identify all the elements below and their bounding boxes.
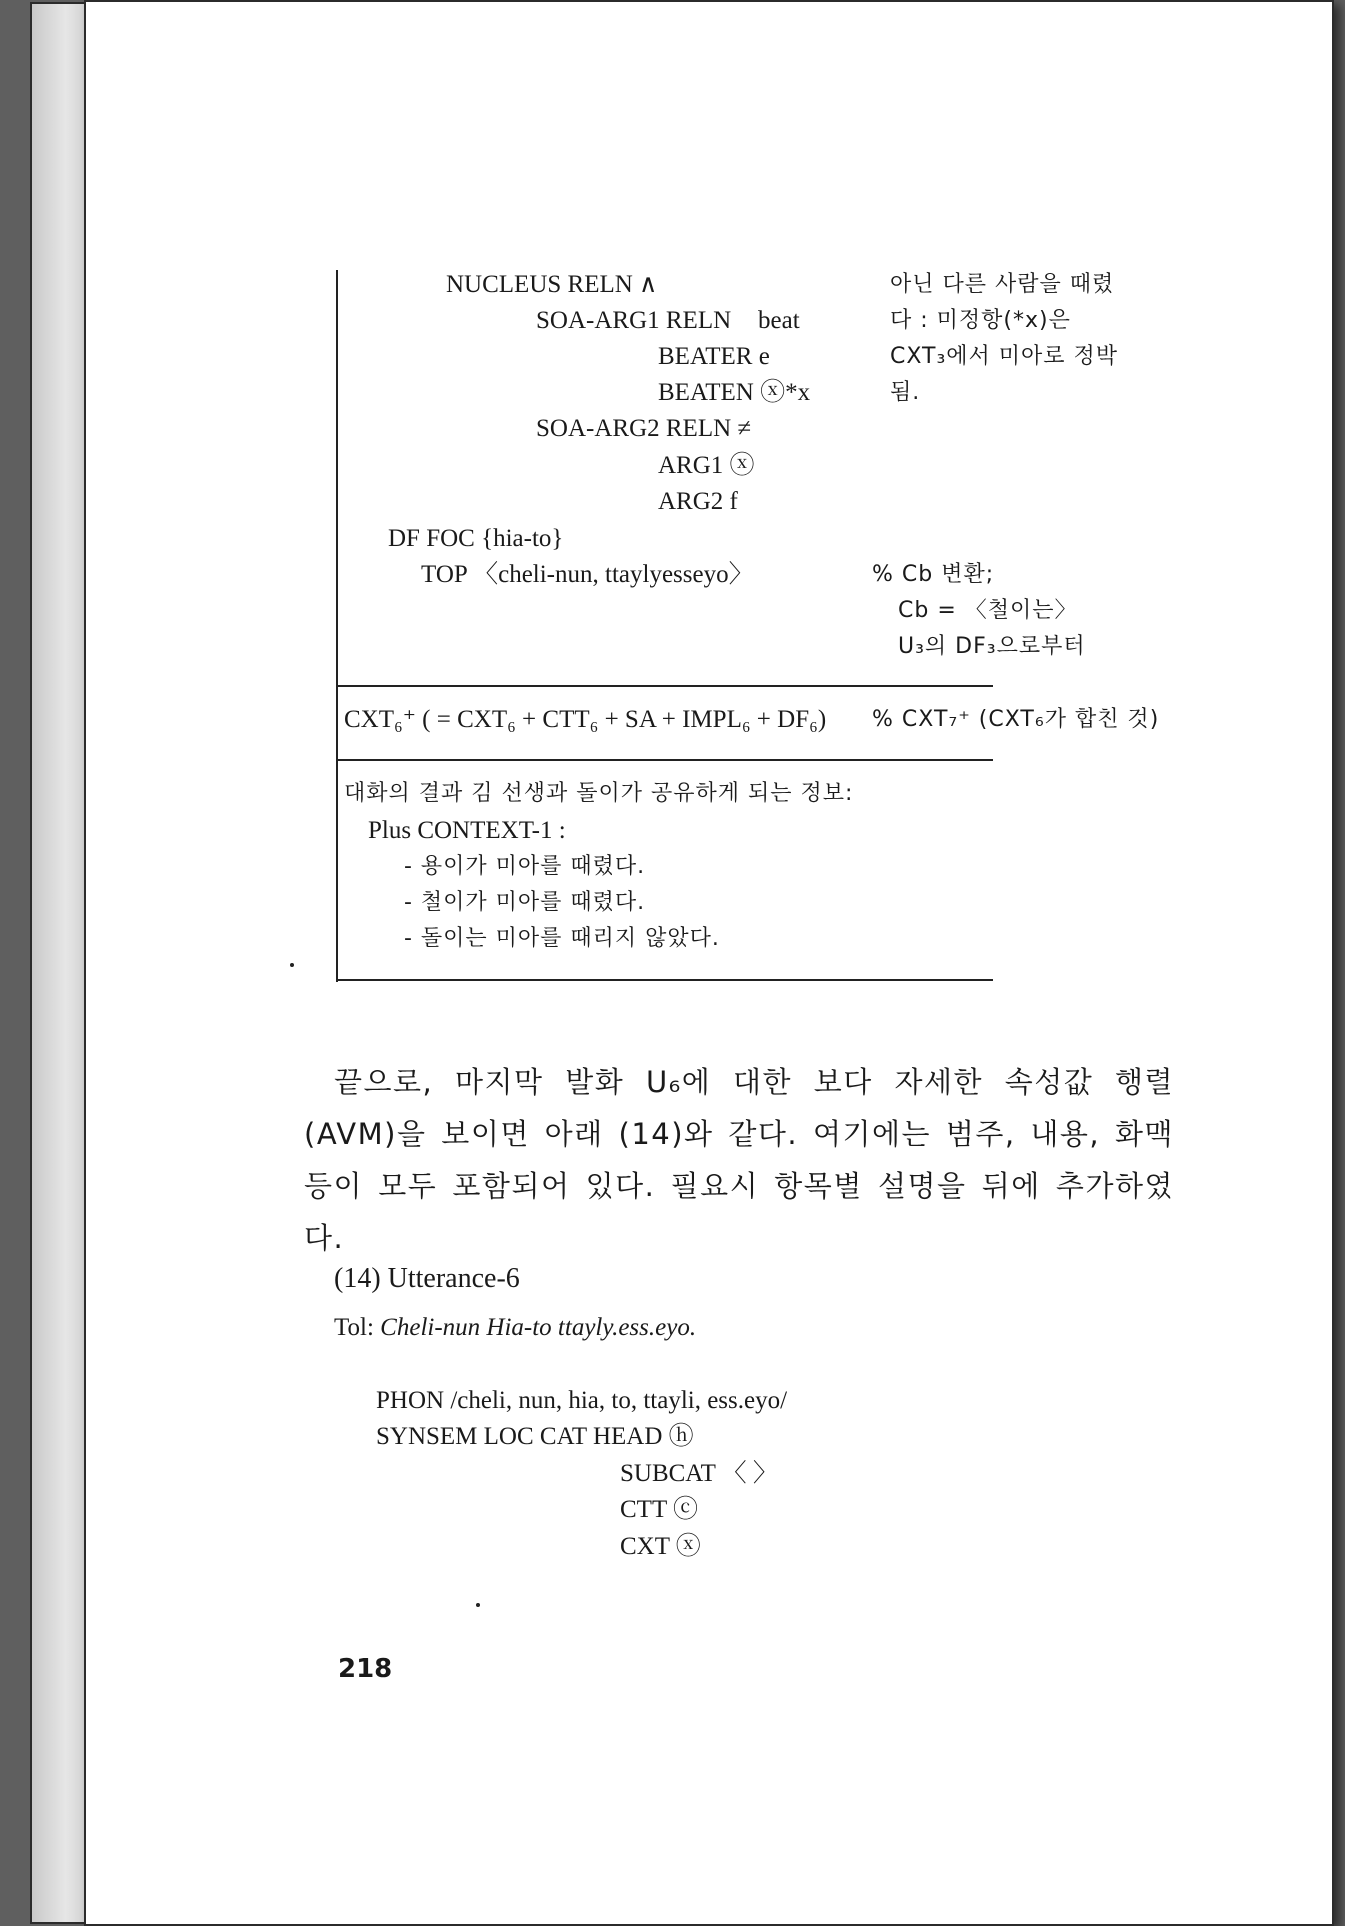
example-tol-text: Cheli-nun Hia-to ttayly.ess.eyo. [380,1314,697,1341]
shared-info-heading: 대화의 결과 김 선생과 돌이가 공유하게 되는 정보: [344,781,854,806]
shared-info-plus: Plus CONTEXT-1 : [368,817,566,844]
shared-info-item: - 용이가 미아를 때렸다. [404,854,646,879]
avm-df-foc: DF FOC {hia-to} [388,525,564,552]
box-divider-2 [336,759,993,761]
box-left-border [336,270,338,982]
avm-beat: beat [758,307,800,334]
avm-beaten: BEATEN ⓧ*x [658,379,811,406]
avm-soa-arg2-reln: SOA-ARG2 RELN ≠ [536,415,752,442]
example-title: (14) Utterance-6 [334,1263,520,1294]
example-phon: PHON /cheli, nun, hia, to, ttayli, ess.eyo/ [376,1387,788,1414]
note-cb-1: % Cb 변환; [872,562,995,587]
cxt-note: % CXT₇⁺ (CXT₆가 합친 것) [872,707,1160,732]
avm-beater: BEATER e [658,343,770,370]
stray-dot [290,963,294,967]
example-synsem: SYNSEM LOC CAT HEAD ⓗ [376,1423,694,1450]
cxt-formula: CXT₆⁺ ( = CXT₆ + CTT₆ + SA + IMPL₆ + DF₆) [344,706,827,733]
book-page [84,0,1334,1926]
note-line-2: 다 : 미정항(*x)은 [890,308,1071,333]
example-ctt: CTT ⓒ [620,1496,699,1523]
note-line-3: CXT₃에서 미아로 정박 [890,344,1119,369]
box-bottom-border [336,979,993,981]
avm-arg1: ARG1 ⓧ [658,452,755,479]
note-cb-2: Cb = 〈철이는〉 [898,598,1078,623]
example-cxt: CXT ⓧ [620,1533,701,1560]
body-paragraph: 끝으로, 마지막 발화 U₆에 대한 보다 자세한 속성값 행렬(AVM)을 보이면 아래 (14)와 같다. 여기에는 범주, 내용, 화맥 등이 모두 포함되어 있다. 필요시 항목별 설명을 뒤에 추가하였다. [304,1065,1174,1255]
note-line-1: 아닌 다른 사람을 때렸 [890,272,1115,297]
shared-info-item: - 돌이는 미아를 때리지 않았다. [404,926,720,951]
note-line-4: 됨. [890,380,921,405]
note-cb-3: U₃의 DF₃으로부터 [898,634,1086,659]
shared-info-item: - 철이가 미아를 때렸다. [404,890,646,915]
box-divider-1 [336,685,993,687]
stray-dot [476,1603,480,1607]
avm-arg2: ARG2 f [658,488,738,515]
page-number: 218 [338,1654,393,1684]
avm-top: TOP 〈cheli-nun, ttaylyesseyo〉 [421,561,754,588]
example-subcat: SUBCAT 〈 〉 [620,1460,778,1487]
avm-nucleus-reln: NUCLEUS RELN ∧ [446,271,658,298]
example-tol-label: Tol: [334,1314,374,1341]
book-edge [30,2,90,1924]
example-tol [334,1313,696,1343]
avm-soa-arg1-reln: SOA-ARG1 RELN [536,307,732,334]
